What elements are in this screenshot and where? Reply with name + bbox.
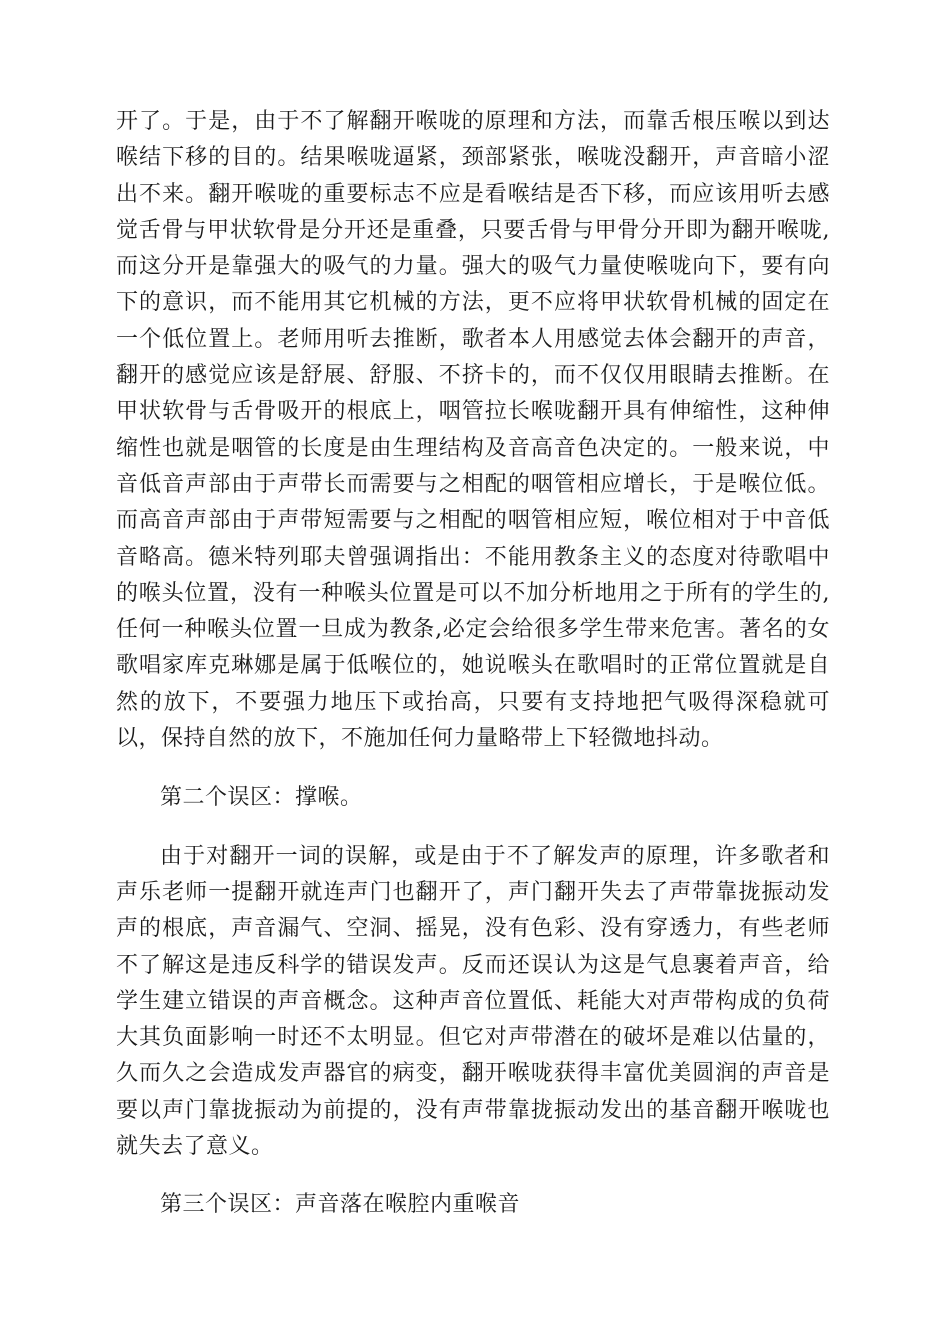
section-heading: 第三个误区：声音落在喉腔内重喉音	[160, 1192, 521, 1218]
body-paragraph: 由于对翻开一词的误解，或是由于不了解发声的原理，许多歌者和声乐老师一提翻开就连声门也翻开了，声门翻开失去了声带靠拢振动发声的根底，声音漏气、空洞、摇晃，没有色彩、没有穿透力，有些老师不了解这是违反科学的错误发声。反而还误认为这是气息裹着声音，给学生建立错误的声音概念。这种声音位置低、耗能大对声带构成的负荷大其负面影响一时还不太明显。但它对声带潜在的破坏是难以估量的，久而久之会造成发声器官的病变，翻开喉咙获得丰富优美圆润的声音是要以声门靠拢振动为前提的，没有声带靠拢振动发出的基音翻开喉咙也就失去了意义。	[116, 843, 830, 1160]
document-page	[116, 104, 830, 1224]
section-heading: 第二个误区：撑喉。	[160, 785, 363, 811]
body-paragraph: 开了。于是，由于不了解翻开喉咙的原理和方法，而靠舌根压喉以到达喉结下移的目的。结果喉咙逼紧，颈部紧张，喉咙没翻开，声音暗小涩出不来。翻开喉咙的重要标志不应是看喉结是否下移，而应该用听去感觉舌骨与甲状软骨是分开还是重叠，只要舌骨与甲骨分开即为翻开喉咙,而这分开是靠强大的吸气的力量。强大的吸气力量使喉咙向下，要有向下的意识，而不能用其它机械的方法，更不应将甲状软骨机械的固定在一个低位置上。老师用听去推断，歌者本人用感觉去体会翻开的声音，翻开的感觉应该是舒展、舒服、不挤卡的，而不仅仅用眼睛去推断。在甲状软骨与舌骨吸开的根底上，咽管拉长喉咙翻开具有伸缩性，这种伸缩性也就是咽管的长度是由生理结构及音高音色决定的。一般来说，中音低音声部由于声带长而需要与之相配的咽管相应增长，于是喉位低。而高音声部由于声带短需要与之相配的咽管相应短，喉位相对于中音低音略高。德米特列耶夫曾强调指出：不能用教条主义的态度对待歌唱中的喉头位置，没有一种喉头位置是可以不加分析地用之于所有的学生的,任何一种喉头位置一旦成为教条,必定会给很多学生带来危害。著名的女歌唱家库克琳娜是属于低喉位的，她说喉头在歌唱时的正常位置就是自然的放下，不要强力地压下或抬高，只要有支持地把气吸得深稳就可以，保持自然的放下，不施加任何力量略带上下轻微地抖动。	[116, 109, 830, 752]
